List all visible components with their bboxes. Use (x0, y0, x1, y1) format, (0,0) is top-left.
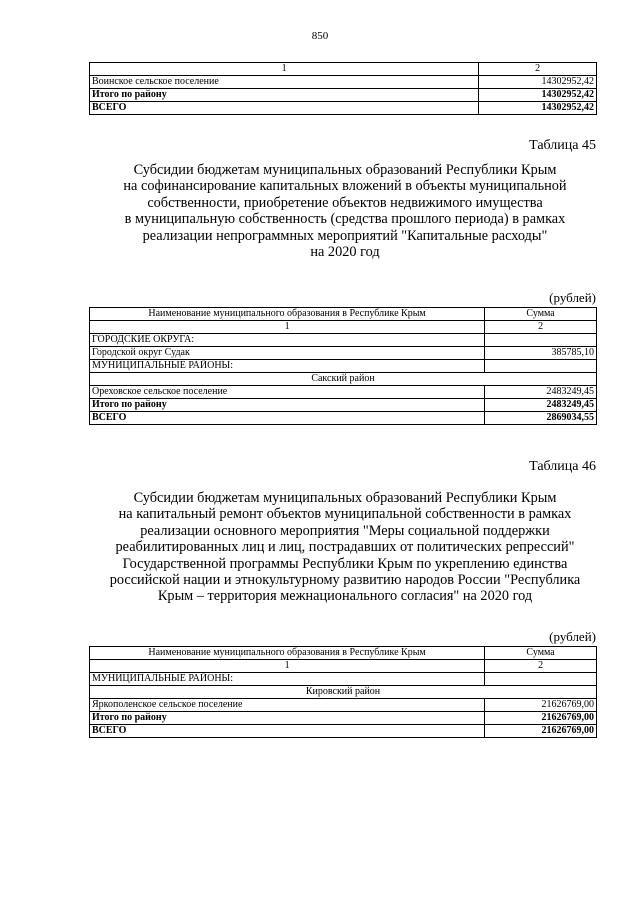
header-row (90, 308, 597, 321)
title-line: собственности, приобретение объектов недвижимого имущества (147, 194, 543, 211)
column-number: 1 (90, 321, 485, 334)
title-line: Субсидии бюджетам муниципальных образований Республики Крым (133, 490, 557, 506)
column-number: 2 (485, 660, 597, 673)
section-row (90, 334, 597, 347)
district-name: Кировский район (90, 686, 597, 699)
table-46-label: Таблица 46 (529, 459, 596, 474)
district-name: Сакский район (90, 373, 597, 386)
column-number: 2 (485, 321, 597, 334)
amount: 385785,10 (485, 347, 597, 360)
total-row (90, 412, 597, 425)
table-row (90, 699, 597, 712)
title-line: Субсидии бюджетам муниципальных образований Республики Крым (133, 162, 557, 178)
section-label: МУНИЦИПАЛЬНЫЕ РАЙОНЫ: (90, 360, 485, 373)
title-line: реализации непрограммных мероприятий "Капитальные расходы" (142, 227, 548, 244)
amount: 14302952,42 (479, 76, 597, 89)
header-row (90, 647, 597, 660)
table-46-title (70, 490, 620, 605)
column-number: 1 (90, 660, 485, 673)
amount: 2483249,45 (485, 386, 597, 399)
table-45 (89, 307, 597, 425)
table-row (90, 386, 597, 399)
total-label: ВСЕГО (90, 412, 485, 425)
title-line: на 2020 год (310, 244, 380, 261)
subtotal-row (90, 89, 597, 102)
column-number-row (90, 321, 597, 334)
subtotal-label: Итого по району (90, 399, 485, 412)
table-45-title (70, 162, 620, 260)
continuation-table (89, 62, 597, 115)
subtotal-row (90, 712, 597, 725)
column-number-row (90, 660, 597, 673)
section-label: ГОРОДСКИЕ ОКРУГА: (90, 334, 485, 347)
total-amount: 21626769,00 (485, 725, 597, 738)
subtotal-amount: 14302952,42 (479, 89, 597, 102)
table-45-units: (рублей) (549, 290, 596, 305)
district-row (90, 373, 597, 386)
subtotal-label: Итого по району (90, 89, 479, 102)
section-label: МУНИЦИПАЛЬНЫЕ РАЙОНЫ: (90, 673, 485, 686)
subtotal-amount: 21626769,00 (485, 712, 597, 725)
column-number: 2 (479, 63, 597, 76)
header-sum: Сумма (485, 308, 597, 321)
municipality-name: Яркополенское сельское поселение (90, 699, 485, 712)
district-row (90, 686, 597, 699)
section-row (90, 673, 597, 686)
title-line: на софинансирование капитальных вложений в объекты муниципальной (123, 178, 567, 195)
subtotal-amount: 2483249,45 (485, 399, 597, 412)
table-row (90, 76, 597, 89)
total-row (90, 725, 597, 738)
subtotal-row (90, 399, 597, 412)
table-46 (89, 646, 597, 738)
header-name: Наименование муниципального образования в Республике Крым (90, 308, 485, 321)
section-row (90, 360, 597, 373)
table-46-units: (рублей) (549, 629, 596, 644)
header-name: Наименование муниципального образования в Республике Крым (90, 647, 485, 660)
total-amount: 2869034,55 (485, 412, 597, 425)
municipality-name: Ореховское сельское поселение (90, 386, 485, 399)
total-amount: 14302952,42 (479, 102, 597, 115)
column-number-row (90, 63, 597, 76)
title-line: российской нации и этнокультурному развитию народов России "Республика (109, 572, 581, 589)
empty-cell (485, 334, 597, 347)
amount: 21626769,00 (485, 699, 597, 712)
column-number: 1 (90, 63, 479, 76)
total-label: ВСЕГО (90, 102, 479, 115)
table-row (90, 347, 597, 360)
title-line: в муниципальную собственность (средства прошлого периода) в рамках (124, 211, 566, 228)
title-line: Крым – территория межнационального согласия" на 2020 год (157, 588, 533, 605)
title-line: реабилитированных лиц и лиц, пострадавших от политических репрессий" (115, 539, 575, 556)
title-line: реализации основного мероприятия "Меры социальной поддержки (140, 522, 550, 539)
total-label: ВСЕГО (90, 725, 485, 738)
subtotal-label: Итого по району (90, 712, 485, 725)
table-45-label: Таблица 45 (529, 138, 596, 153)
municipality-name: Городской округ Судак (90, 347, 485, 360)
header-sum: Сумма (485, 647, 597, 660)
municipality-name: Воинское сельское поселение (90, 76, 479, 89)
total-row (90, 102, 597, 115)
empty-cell (485, 673, 597, 686)
page-number: 850 (311, 30, 329, 42)
empty-cell (485, 360, 597, 373)
title-line: Государственной программы Республики Крым по укреплению единства (122, 555, 568, 572)
title-line: на капитальный ремонт объектов муниципальной собственности в рамках (118, 506, 572, 523)
